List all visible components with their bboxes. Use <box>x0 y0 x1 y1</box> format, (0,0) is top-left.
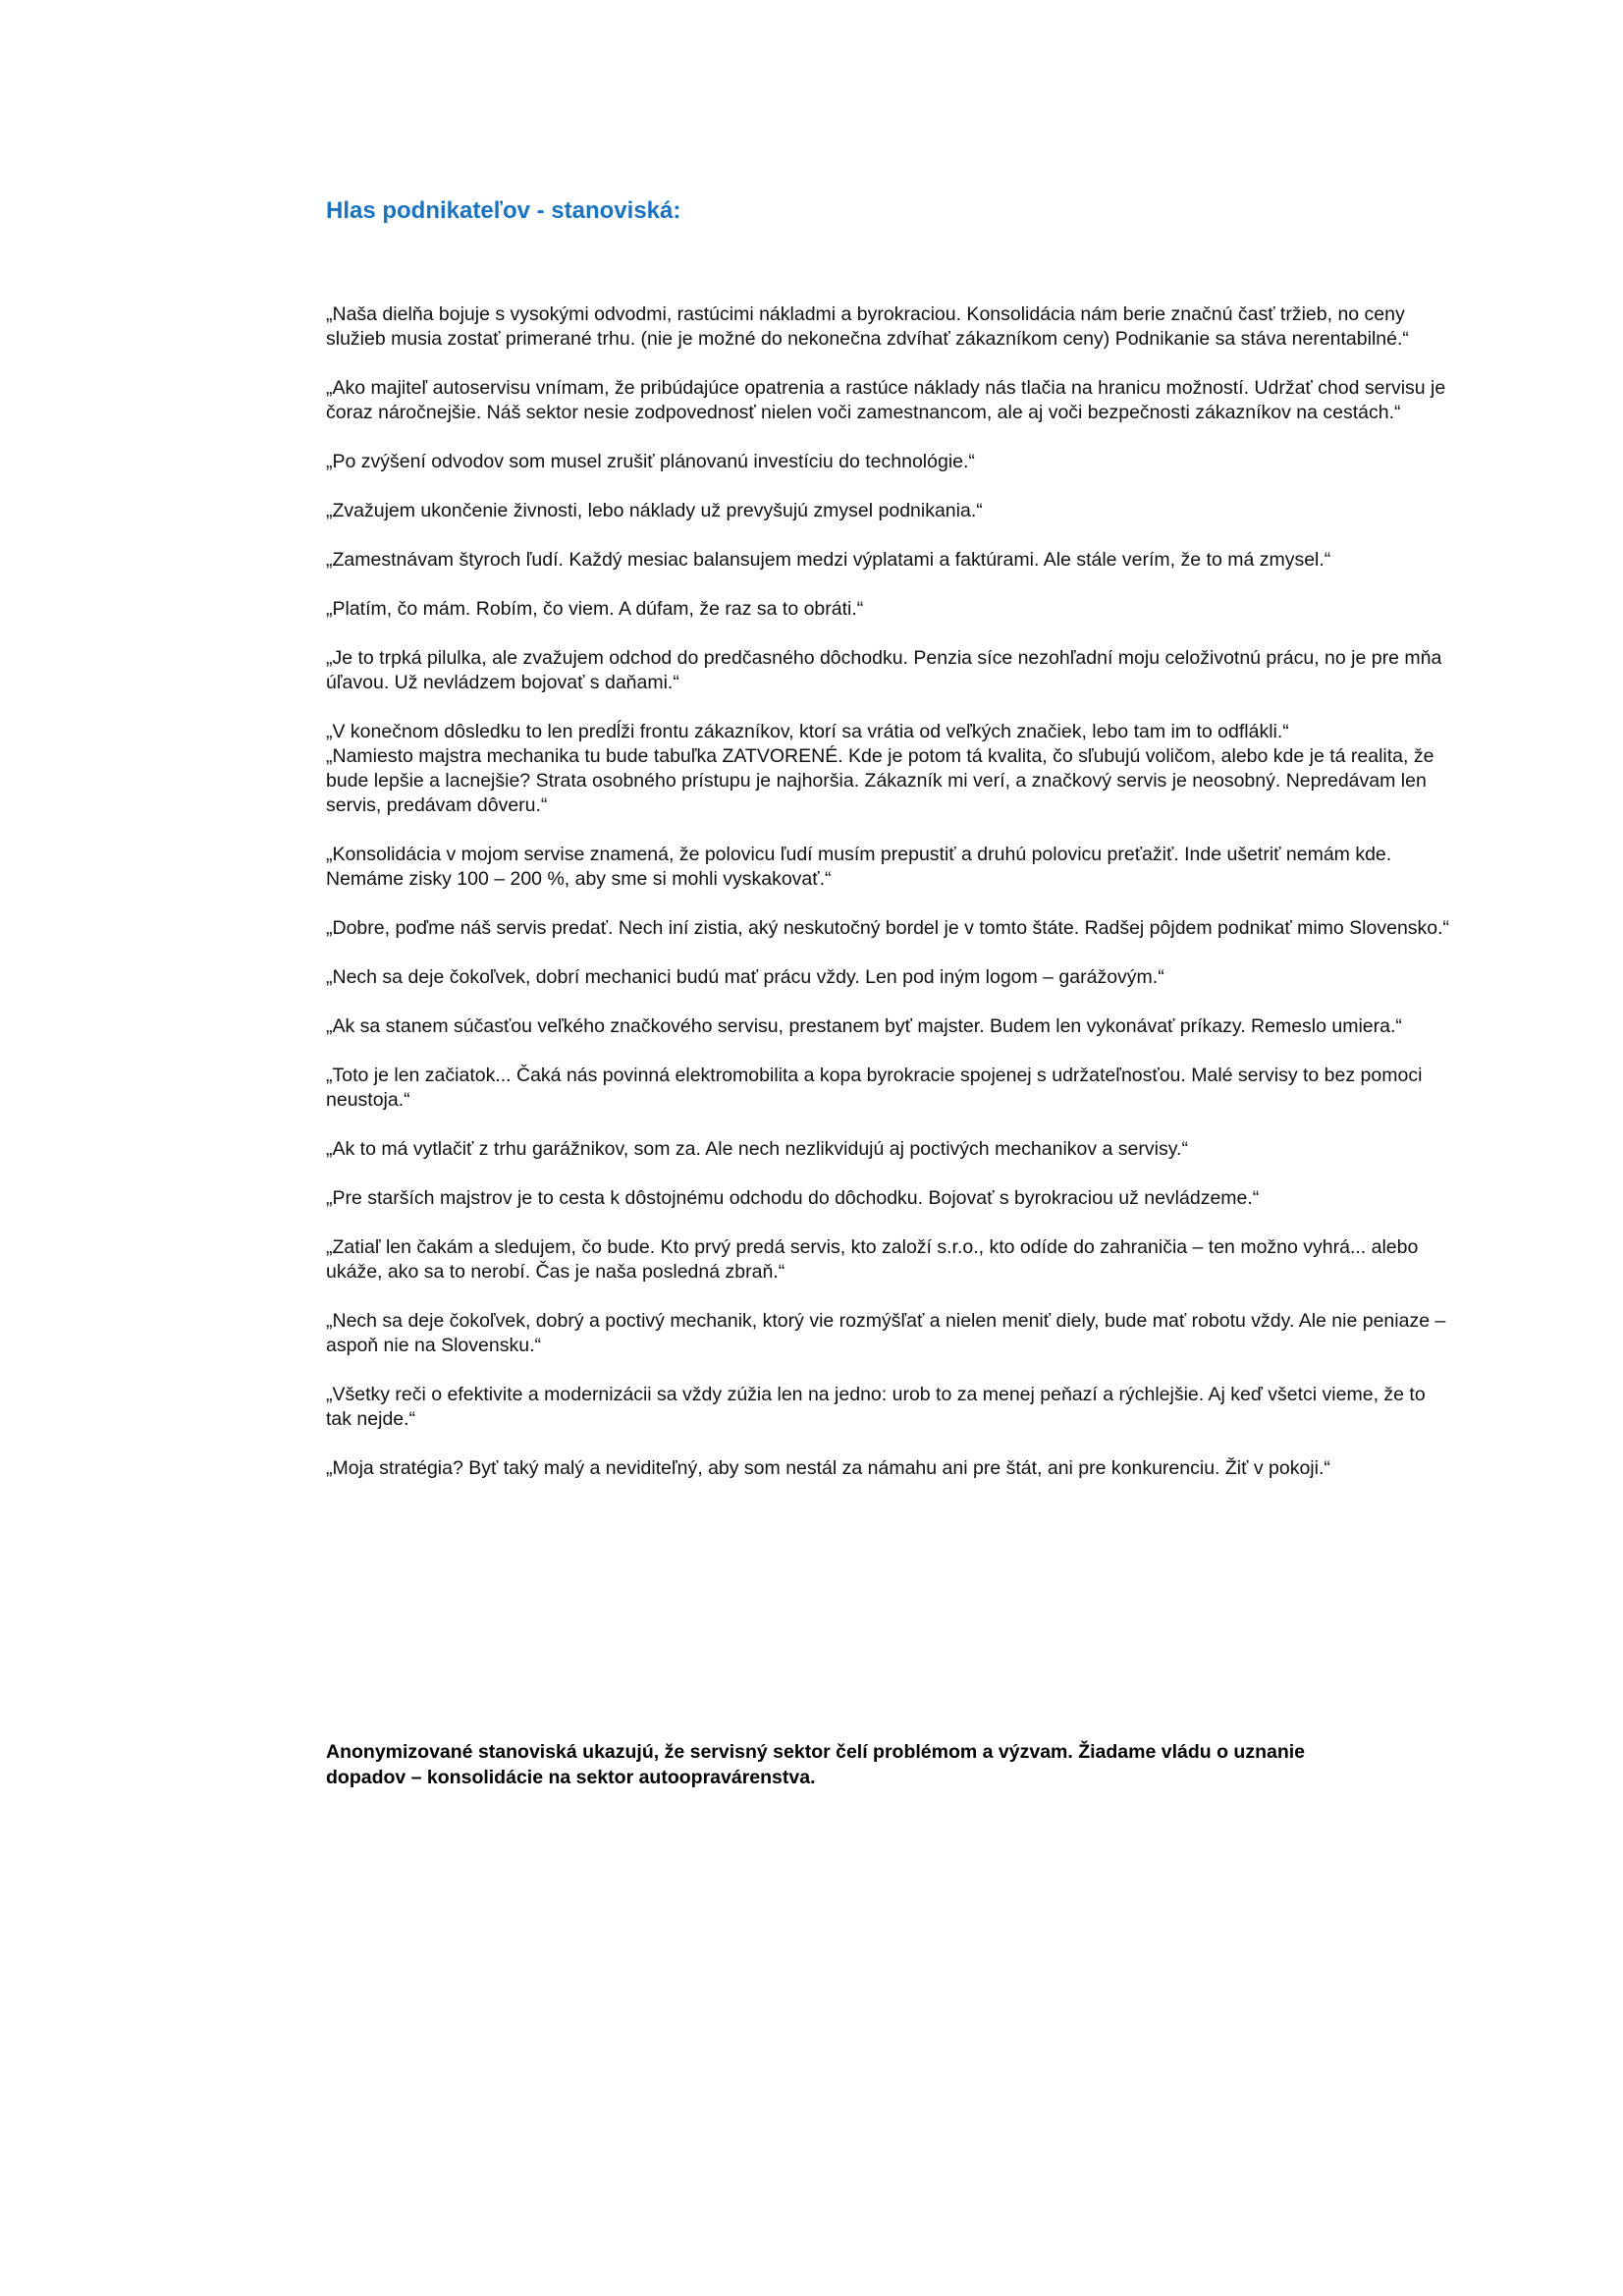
quote-item: „Ak to má vytlačiť z trhu garážnikov, som za. Ale nech nezlikvidujú aj poctivých mechanikov a servisy.“ <box>326 1138 1188 1160</box>
quote-item: „Toto je len začiatok... Čaká nás povinná elektromobilita a kopa byrokracie spojenej s udržateľnosťou. Malé servisy to bez pomoci neustoja.“ <box>326 1065 1423 1111</box>
quote-item: „Platím, čo mám. Robím, čo viem. A dúfam, že raz sa to obráti.“ <box>326 598 864 620</box>
quote-item: „Je to trpká pilulka, ale zvažujem odchod do predčasného dôchodku. Penzia síce nezohľadní moju celoživotnú prácu, no je pre mňa úľavou. Už nevládzem bojovať s daňami.“ <box>326 647 1442 693</box>
quote-item: „Zamestnávam štyroch ľudí. Každý mesiac balansujem medzi výplatami a faktúrami. Ale stále verím, že to má zmysel.“ <box>326 549 1331 571</box>
quote-item: „Ak sa stanem súčasťou veľkého značkového servisu, prestanem byť majster. Budem len vykonávať príkazy. Remeslo umiera.“ <box>326 1015 1402 1037</box>
conclusion-text: Anonymizované stanoviská ukazujú, že servisný sektor čelí problémom a výzvam. Žiadame vládu o uznanie dopadov – konsolidácie na sektor autoopravárenstva. <box>326 1741 1306 1788</box>
quote-item: „Nech sa deje čokoľvek, dobrý a poctivý mechanik, ktorý vie rozmýšľať a nielen meniť diely, bude mať robotu vždy. Ale nie peniaze – aspoň nie na Slovensku.“ <box>326 1310 1446 1356</box>
quote-item: „Všetky reči o efektivite a modernizácii sa vždy zúžia len na jedno: urob to za menej peňazí a rýchlejšie. Aj keď všetci vieme, že to tak nejde.“ <box>326 1384 1426 1430</box>
quote-item: „Zatiaľ len čakám a sledujem, čo bude. Kto prvý predá servis, kto založí s.r.o., kto odíde do zahraničia – ten možno vyhrá... alebo ukáže, ako sa to nerobí. Čas je naša posledná zbraň.“ <box>326 1236 1419 1283</box>
quote-item: „Ako majiteľ autoservisu vnímam, že pribúdajúce opatrenia a rastúce náklady nás tlačia na hranicu možností. Udržať chod servisu je čoraz náročnejšie. Náš sektor nesie zodpovednosť nielen voči zamestnancom, ale aj voči bezpečnosti zákazníkov na cestách.“ <box>326 377 1446 423</box>
quote-item: „Pre starších majstrov je to cesta k dôstojnému odchodu do dôchodku. Bojovať s byrokraciou už nevládzeme.“ <box>326 1187 1260 1209</box>
quote-item: „Namiesto majstra mechanika tu bude tabuľka ZATVORENÉ. Kde je potom tá kvalita, čo sľubujú voličom, alebo kde je tá realita, že bude lepšie a lacnejšie? Strata osobného prístupu je najhoršia. Zákazník mi verí, a značkový servis je neosobný. Nepredávam len servis, predávam dôveru.“ <box>326 745 1434 816</box>
page-title: Hlas podnikateľov - stanoviská: <box>326 197 681 224</box>
quote-item: „Nech sa deje čokoľvek, dobrí mechanici budú mať prácu vždy. Len pod iným logom – garážovým.“ <box>326 966 1164 988</box>
quote-item: „Dobre, poďme náš servis predať. Nech iní zistia, aký neskutočný bordel je v tomto štáte. Radšej pôjdem podnikať mimo Slovensko.“ <box>326 917 1450 939</box>
quote-item: „Moja stratégia? Byť taký malý a neviditeľný, aby som nestál za námahu ani pre štát, ani pre konkurenciu. Žiť v pokoji.“ <box>326 1457 1330 1479</box>
quote-item: „V konečnom dôsledku to len predĺži frontu zákazníkov, ktorí sa vrátia od veľkých značiek, lebo tam im to odflákli.“ <box>326 721 1289 742</box>
quotes-list <box>326 302 1455 1505</box>
quote-item: „Konsolidácia v mojom servise znamená, že polovicu ľudí musím prepustiť a druhú polovicu preťažiť. Inde ušetriť nemám kde. Nemáme zisky 100 – 200 %, aby sme si mohli vyskakovať.“ <box>326 844 1392 890</box>
quote-item: „Naša dielňa bojuje s vysokými odvodmi, rastúcimi nákladmi a byrokraciou. Konsolidácia nám berie značnú časť tržieb, no ceny služieb musia zostať primerané trhu. (nie je možné do nekonečna zdvíhať zákazníkom ceny) Podnikanie sa stáva nerentabilné.“ <box>326 303 1409 350</box>
quote-item: „Zvažujem ukončenie živnosti, lebo náklady už prevyšujú zmysel podnikania.“ <box>326 500 983 521</box>
quote-item: „Po zvýšení odvodov som musel zrušiť plánovanú investíciu do technológie.“ <box>326 451 975 472</box>
